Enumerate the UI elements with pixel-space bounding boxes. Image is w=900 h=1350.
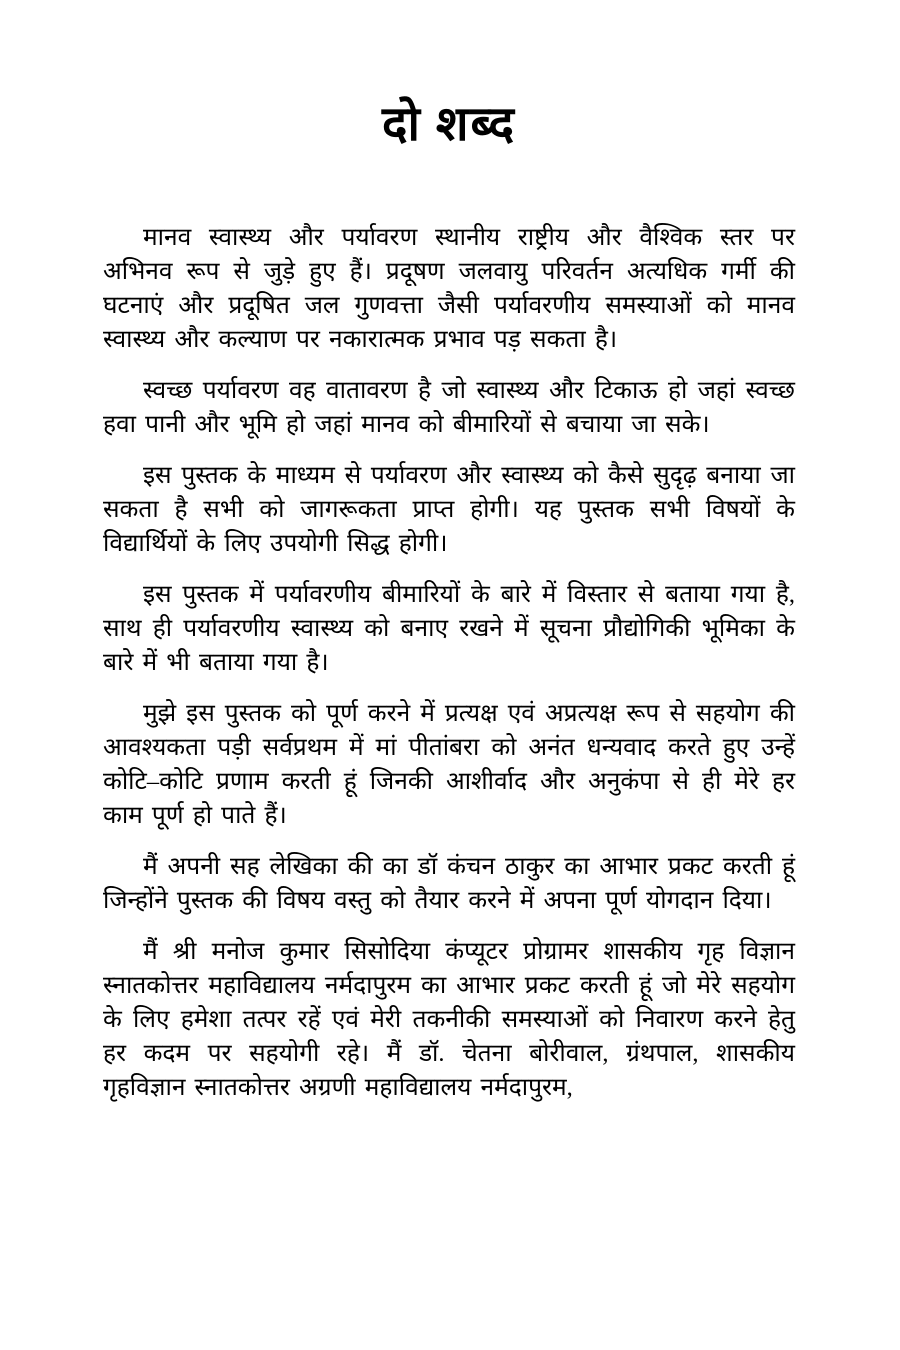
paragraph-book-contents: इस पुस्तक में पर्यावरणीय बीमारियों के बारे में विस्तार से बताया गया है, साथ ही पर्यावरणीय स्वास्थ्य को बनाए रखने में सूचना प्रौद्योगिकी भूमिका के बारे में भी बताया गया है। xyxy=(103,581,795,676)
paragraph-clean-environment: स्वच्छ पर्यावरण वह वातावरण है जो स्वास्थ्य और टिकाऊ हो जहां स्वच्छ हवा पानी और भूमि हो जहां मानव को बीमारियों से बचाया जा सके। xyxy=(103,377,795,438)
paragraph-intro-health-environment: मानव स्वास्थ्य और पर्यावरण स्थानीय राष्ट्रीय और वैश्विक स्तर पर अभिनव रूप से जुड़े हुए हैं। प्रदूषण जलवायु परिवर्तन अत्यधिक गर्मी की घटनाएं और प्रदूषित जल गुणवत्ता जैसी पर्यावरणीय समस्याओं को मानव स्वास्थ्य और कल्याण पर नकारात्मक प्रभाव पड़ सकता है। xyxy=(103,224,795,353)
paragraph-book-purpose: इस पुस्तक के माध्यम से पर्यावरण और स्वास्थ्य को कैसे सुदृढ़ बनाया जा सकता है सभी को जागरूकता प्राप्त होगी। यह पुस्तक सभी विषयों के विद्यार्थियों के लिए उपयोगी सिद्ध होगी। xyxy=(103,462,795,557)
paragraph-gratitude-deity: मुझे इस पुस्तक को पूर्ण करने में प्रत्यक्ष एवं अप्रत्यक्ष रूप से सहयोग की आवश्यकता पड़ी सर्वप्रथम में मां पीतांबरा को अनंत धन्यवाद करते हुए उन्हें कोटि–कोटि प्रणाम करती हूं जिनकी आशीर्वाद और अनुकंपा से ही मेरे हर काम पूर्ण हो पाते हैं। xyxy=(103,700,795,829)
paragraph-gratitude-colleagues: मैं श्री मनोज कुमार सिसोदिया कंप्यूटर प्रोग्रामर शासकीय गृह विज्ञान स्नातकोत्तर महाविद्यालय नर्मदापुरम का आभार प्रकट करती हूं जो मेरे सहयोग के लिए हमेशा तत्पर रहें एवं मेरी तकनीकी समस्याओं को निवारण करने हेतु हर कदम पर सहयोगी रहे। मैं डॉ. चेतना बोरीवाल, ग्रंथपाल, शासकीय गृहविज्ञान स्नातकोत्तर अग्रणी महाविद्यालय नर्मदापुरम, xyxy=(103,938,795,1101)
paragraph-gratitude-coauthor: मैं अपनी सह लेखिका की का डॉ कंचन ठाकुर का आभार प्रकट करती हूं जिन्होंने पुस्तक की विषय वस्तु को तैयार करने में अपना पूर्ण योगदान दिया। xyxy=(103,853,795,914)
page-title: दो शब्द xyxy=(381,98,517,151)
